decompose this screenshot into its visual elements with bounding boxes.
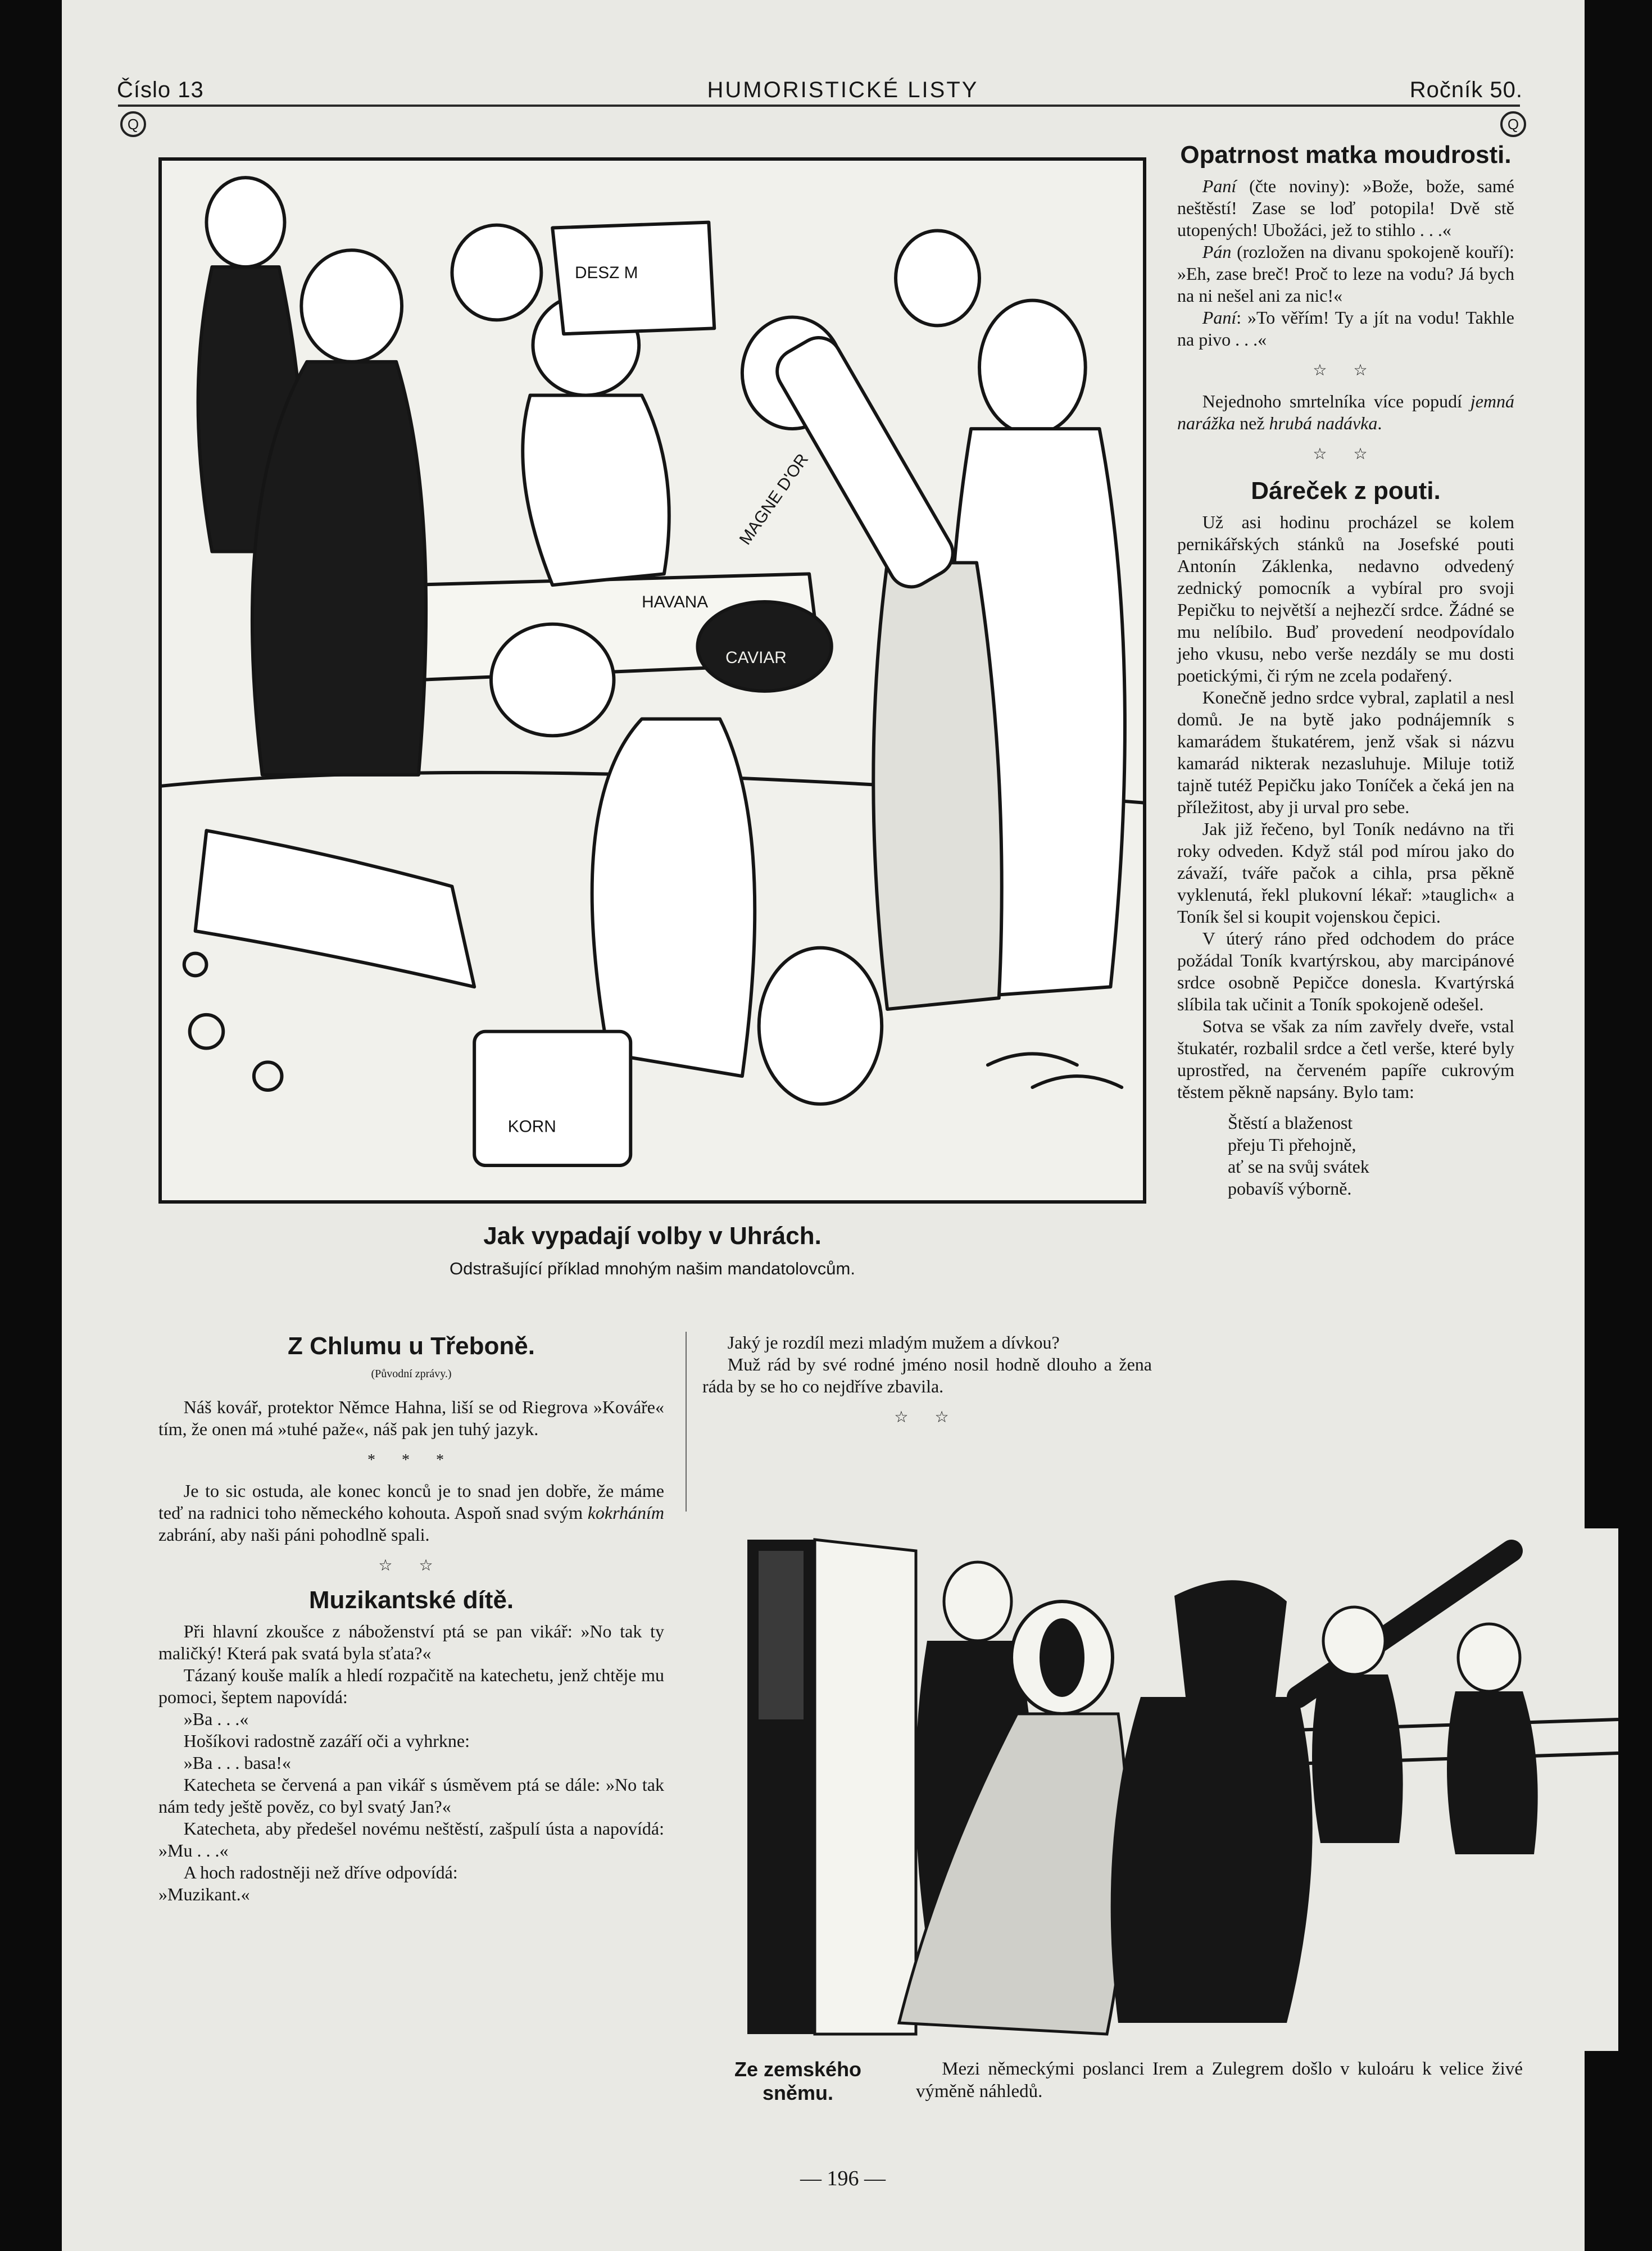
issue-number: Číslo 13 — [117, 78, 204, 102]
cartoon-sign-text: DESZ M — [574, 263, 638, 282]
muzikantske-p6: Katecheta se červená a pan vikář s úsměvem ptá se dále: »No tak nám tedy ještě pověz, co byl svatý Jan?« — [158, 1775, 664, 1817]
aphorism: Nejednoho smrtelníka více popudí jemná narážka než hrubá nadávka. — [1177, 391, 1514, 433]
opatrnost-p2: Pán (rozložen na divanu spokojeně kouří): »Eh, zase breč! Proč to leze na vodu? Já bych na ni nešel ani za nic!« — [1177, 242, 1514, 306]
newspaper-page — [62, 0, 1585, 2251]
muzikantske-p9: »Muzikant.« — [158, 1884, 250, 1904]
cartoon2-caption-text: Mezi německými poslanci Irem a Zulegrem došlo v kuloáru k velice živé výměně náhledů. — [916, 2059, 1523, 2102]
cartoon1-subtitle: Odstrašující příklad mnohým našim mandatolovcům. — [450, 1259, 855, 1278]
cartoon1-title: Jak vypadají volby v Uhrách. — [483, 1222, 822, 1250]
heart-poem — [1228, 1112, 1514, 1200]
muzikantske-p7: Katecheta, aby předešel novému neštěstí, zašpulí ústa a napovídá: »Mu . . .« — [158, 1818, 664, 1860]
middle-column — [702, 1332, 1152, 1437]
darecek-p4: V úterý ráno před odchodem do práce požádal Toník kvartýrskou, aby marcipánové srdce osobně Pepičce donesla. Kvartýrská slíbila tak učinit a Toník spokojeně odešel. — [1177, 928, 1514, 1014]
muzikantske-p4: Hošíkovi radostně zazáří oči a vyhrkne: — [183, 1731, 470, 1751]
page-number: — 196 — — [800, 2167, 886, 2190]
cartoon2-caption-title: Ze zemského sněmu. — [734, 2058, 862, 2104]
separator-stars: ☆ ☆ — [1313, 446, 1379, 463]
right-column — [1177, 140, 1514, 1200]
cartoon-bowl-text: CAVIAR — [725, 648, 787, 668]
darecek-p1: Už asi hodinu procházel se kolem pernikářských stánků na Josefské pouti Antonín Záklenka, nedavno odvedený zednický pomocník a vybíral pro svoji Pepičku to největší a nejhezčí srdce. Žádné se mu nelíbilo. Buď provedení neodpovídalo jeho vkusu, nebo verše nezdály se mu dosti poetickými, či rým ne zcela podařený. — [1177, 512, 1514, 686]
chlum-title: Z Chlumu u Třeboně. — [288, 1332, 535, 1360]
header-rule — [118, 105, 1520, 107]
separator-stars: ☆ ☆ — [378, 1557, 444, 1574]
opatrnost-p3: Paní: »To věřím! Ty a jít na vodu! Takhle na pivo . . .« — [1177, 307, 1514, 350]
poem-line: pobavíš výborně. — [1228, 1178, 1352, 1199]
chlum-p2: Je to sic ostuda, ale konec konců je to snad jen dobře, že máme teď na radnici toho německého kohouta. Aspoň snad svým kokrháním zabrání, aby naši páni pohodlně spali. — [158, 1481, 664, 1545]
muzikantske-p2: Tázaný kouše malík a hledí rozpačitě na katechetu, jenž chtěje mu pomoci, šeptem napovídá: — [158, 1665, 664, 1707]
election-cartoon-drawing — [162, 161, 1143, 1200]
muzikantske-title: Muzikantské dítě. — [308, 1586, 514, 1614]
ornament-left-icon: Q — [120, 111, 146, 137]
rozdil-p2: Muž rád by své rodné jméno nosil hodně dlouho a žena ráda by se ho co nejdříve zbavila. — [702, 1354, 1152, 1396]
chlum-note: (Původní zprávy.) — [371, 1368, 452, 1380]
ornament-right-icon: Q — [1500, 111, 1526, 137]
cartoon-barrel-text: KORN — [507, 1117, 556, 1136]
chlum-p1: Náš kovář, protektor Němce Hahna, liší se od Riegrova »Kováře« tím, že onen má »tuhé paže«, náš pak jen tuhý jazyk. — [158, 1397, 664, 1439]
darecek-p5: Sotva se však za ním zavřely dveře, vstal štukatér, rozbalil srdce a četl verše, které byly uprostřed, na červeném papíře cukrovým těstem pěkně napsány. Bylo tam: — [1177, 1016, 1514, 1102]
poem-line: přeju Ti přehojně, — [1228, 1134, 1356, 1155]
muzikantske-p3: »Ba . . .« — [183, 1709, 249, 1729]
separator-asterisks: * * * — [367, 1451, 455, 1469]
separator-stars: ☆ ☆ — [894, 1409, 960, 1426]
opatrnost-p1: Paní (čte noviny): »Bože, bože, samé neštěstí! Zase se loď potopila! Dvě stě utopených! Ubožáci, jež to stihlo . . .« — [1177, 176, 1514, 240]
parliament-cartoon-drawing — [714, 1528, 1618, 2051]
cartoon-bottle-text: MAGNE D'OR — [736, 450, 813, 548]
muzikantske-p5: »Ba . . . basa!« — [183, 1753, 291, 1773]
darecek-p2: Konečně jedno srdce vybral, zaplatil a nesl domů. Je na bytě jako podnájemník s kamarádem štukatérem, jenž však si názvu kamarád nikterak nezasluhuje. Miluje totiž tajně tutéž Pepičku jako Toníček a čeká jen na příležitost, aby ji urval pro sebe. — [1177, 687, 1514, 817]
election-cartoon — [158, 157, 1146, 1204]
darecek-title: Dáreček z pouti. — [1251, 477, 1441, 505]
rozdil-p1: Jaký je rozdíl mezi mladým mužem a dívkou? — [727, 1332, 1060, 1353]
cartoon-box-text: HAVANA — [642, 592, 709, 611]
muzikantske-p1: Při hlavní zkoušce z náboženství ptá se pan vikář: »No tak ty maličký! Která pak svatá byla sťata?« — [158, 1621, 664, 1663]
column-divider — [686, 1332, 687, 1512]
parliament-cartoon — [714, 1528, 1618, 2051]
opatrnost-title: Opatrnost matka moudrosti. — [1180, 141, 1512, 169]
masthead-title: HUMORISTICKÉ LISTY — [707, 78, 979, 102]
left-column — [158, 1332, 664, 1905]
volume-number: Ročník 50. — [1409, 78, 1523, 102]
poem-line: Štěstí a blaženost — [1228, 1113, 1353, 1133]
darecek-p3: Jak již řečeno, byl Toník nedávno na tři roky odveden. Když stál pod mírou jako do závaží, tváře pačok a cihla, prsa pěkně vyklenutá, řekl plukovní lékař: »tauglich« a Toník šel si koupit vojenskou čepici. — [1177, 819, 1514, 927]
separator-stars: ☆ ☆ — [1313, 362, 1379, 379]
poem-line: ať se na svůj svátek — [1228, 1156, 1369, 1177]
muzikantske-p8: A hoch radostněji než dříve odpovídá: — [183, 1862, 458, 1882]
